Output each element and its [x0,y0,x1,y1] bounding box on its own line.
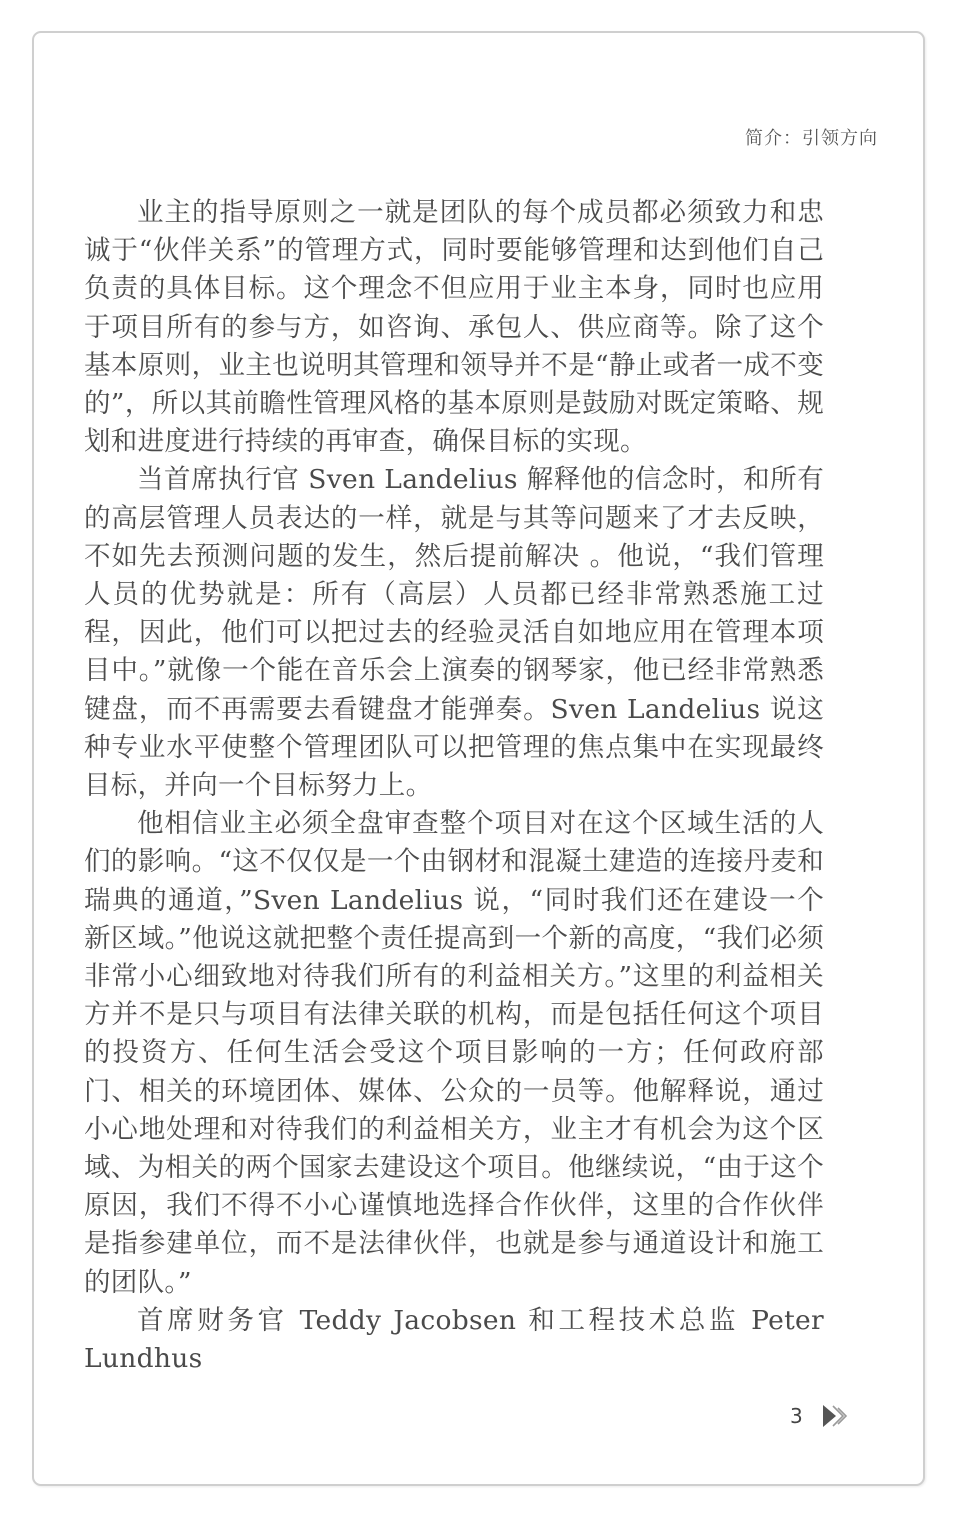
paragraph: 当首席执行官 Sven Landelius 解释他的信念时，和所有的高层管理人员表达的一样，就是与其等问题来了才去反映，不如先去预测问题的发生，然后提前解决 。他说，“我们管理人员的优势就是：所有（高层）人员都已经非常熟悉施工过程，因此，他们可以把过去的经验灵活自如地应用在管理本项目中。”就像一个能在音乐会上演奏的钢琴家，他已经非常熟悉键盘，而不再需要去看键盘才能弹奏。Sven Landelius 说这种专业水平使整个管理团队可以把管理的焦点集中在实现最终目标，并向一个目标努力上。 [84,464,824,802]
page-number: 3 [790,1404,803,1428]
running-header: 简介：引领方向 [745,128,878,149]
paragraph: 他相信业主必须全盘审查整个项目对在这个区域生活的人们的影响。“这不仅仅是一个由钢材和混凝土建造的连接丹麦和瑞典的通道，”Sven Landelius 说，“同时我们还在建设一个新区域。”他说这就把整个责任提高到一个新的高度，“我们必须非常小心细致地对待我们所有的利益相关方。”这里的利益相关方并不是只与项目有法律关联的机构，而是包括任何这个项目的投资方、任何生活会受这个项目影响的一方；任何政府部门、相关的环境团体、媒体、公众的一员等。他解释说，通过小心地处理和对待我们的利益相关方，业主才有机会为这个区域、为相关的两个国家去建设这个项目。他继续说，“由于这个原因，我们不得不小心谨慎地选择合作伙伴，这里的合作伙伴是指参建单位，而不是法律伙伴，也就是参与通道设计和施工的团队。” [84,808,824,1298]
body-text [84,194,824,1378]
page-footer [790,1403,849,1429]
double-chevron-right-icon[interactable] [821,1403,849,1429]
paragraph: 首席财务官 Teddy Jacobsen 和工程技术总监 Peter Lundhus [84,1304,824,1375]
paragraph: 业主的指导原则之一就是团队的每个成员都必须致力和忠诚于“伙伴关系”的管理方式，同时要能够管理和达到他们自己负责的具体目标。这个理念不但应用于业主本身，同时也应用于项目所有的参与方，如咨询、承包人、供应商等。除了这个基本原则，业主也说明其管理和领导并不是“静止或者一成不变的”，所以其前瞻性管理风格的基本原则是鼓励对既定策略、规划和进度进行持续的再审查，确保目标的实现。 [84,197,824,458]
